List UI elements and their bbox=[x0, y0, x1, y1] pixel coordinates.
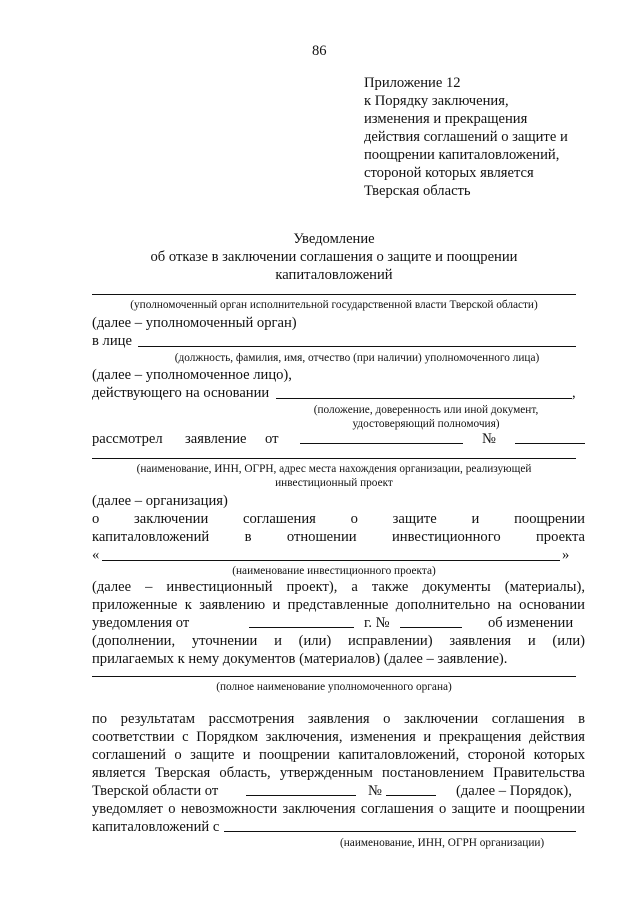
paragraph-line: соглашений о защите и поощрении капиталовложений, стороной которых bbox=[92, 747, 585, 763]
authority-caption: (уполномоченный орган исполнительной государственной власти Тверской области) bbox=[130, 299, 538, 311]
appendix-line: стороной которых является bbox=[364, 165, 534, 181]
appendix-line: к Порядку заключения, bbox=[364, 93, 509, 109]
project-fill-line bbox=[102, 560, 560, 561]
paragraph-line: по результатам рассмотрения заявления о заключении соглашения в bbox=[92, 711, 585, 727]
number-sign: № bbox=[482, 431, 496, 447]
application-number-line bbox=[515, 443, 585, 444]
word: капиталовложений bbox=[92, 529, 210, 545]
organization-caption: инвестиционный проект bbox=[275, 477, 393, 489]
notice-number-label: г. № bbox=[364, 615, 390, 631]
application-word: заявление bbox=[185, 431, 247, 447]
resolution-number-line bbox=[386, 795, 436, 796]
basis-fill-line bbox=[276, 398, 572, 399]
document-subtitle: об отказе в заключении соглашения о защите и поощрении bbox=[150, 249, 518, 265]
page-number: 86 bbox=[312, 43, 327, 59]
organization-short-fill-line bbox=[224, 831, 576, 832]
investments-with-label: капиталовложений с bbox=[92, 819, 220, 835]
notice-date-line bbox=[249, 627, 354, 628]
resolution-date-line bbox=[246, 795, 356, 796]
document-subtitle: капиталовложений bbox=[275, 267, 393, 283]
paragraph-line: (далее – инвестиционный проект), а также документы (материалы), bbox=[92, 579, 585, 595]
application-date-line bbox=[300, 443, 463, 444]
word: в bbox=[244, 529, 252, 545]
region-from-label: Тверской области от bbox=[92, 783, 219, 799]
paragraph-line: (дополнении, уточнении и (или) исправлении) заявления и (или) bbox=[92, 633, 585, 649]
from-word: от bbox=[265, 431, 279, 447]
appendix-line: поощрении капиталовложений, bbox=[364, 147, 560, 163]
resolution-number-label: № bbox=[368, 783, 382, 799]
notice-from-label: уведомления от bbox=[92, 615, 190, 631]
basis-caption: (положение, доверенность или иной документ, bbox=[313, 404, 539, 416]
authority-full-fill-line bbox=[92, 676, 576, 677]
further-order-text: (далее – Порядок), bbox=[456, 783, 572, 799]
document-title: Уведомление bbox=[293, 231, 375, 247]
word: о bbox=[350, 511, 358, 527]
paragraph-line: является Тверская область, утвержденным постановлением Правительства bbox=[92, 765, 585, 781]
organization-caption: (наименование, ИНН, ОГРН, адрес места нахождения организации, реализующей bbox=[136, 463, 532, 475]
in-person-label: в лице bbox=[92, 333, 132, 349]
project-caption: (наименование инвестиционного проекта) bbox=[232, 565, 436, 577]
appendix-line: Приложение 12 bbox=[364, 75, 461, 91]
further-authority-text: (далее – уполномоченный орган) bbox=[92, 315, 297, 331]
reviewed-word: рассмотрел bbox=[92, 431, 163, 447]
word: поощрении bbox=[514, 511, 585, 527]
further-person-text: (далее – уполномоченное лицо), bbox=[92, 367, 292, 383]
organization-short-caption: (наименование, ИНН, ОГРН организации) bbox=[340, 837, 545, 849]
authority-full-caption: (полное наименование уполномоченного органа) bbox=[216, 681, 452, 693]
authority-fill-line bbox=[92, 294, 576, 295]
word: проекта bbox=[536, 529, 585, 545]
paragraph-line: приложенные к заявлению и представленные дополнительно на основании bbox=[92, 597, 585, 613]
basis-comma: , bbox=[572, 385, 576, 401]
word: соглашения bbox=[243, 511, 316, 527]
person-caption: (должность, фамилия, имя, отчество (при наличии) уполномоченного лица) bbox=[174, 352, 540, 364]
notice-number-line bbox=[400, 627, 462, 628]
paragraph-line: прилагаемых к нему документов (материалов) (далее – заявление). bbox=[92, 651, 508, 667]
organization-fill-line bbox=[92, 458, 576, 459]
acting-basis-label: действующего на основании bbox=[92, 385, 270, 401]
basis-caption: удостоверяющий полномочия) bbox=[352, 418, 500, 430]
further-organization-text: (далее – организация) bbox=[92, 493, 228, 509]
word: защите bbox=[392, 511, 437, 527]
appendix-line: Тверская область bbox=[364, 183, 471, 199]
word: и bbox=[471, 511, 480, 527]
word: заключении bbox=[134, 511, 209, 527]
paragraph-line: уведомляет о невозможности заключения соглашения о защите и поощрении bbox=[92, 801, 585, 817]
about-change-text: об изменении bbox=[488, 615, 574, 631]
appendix-line: действия соглашений о защите и bbox=[364, 129, 568, 145]
word: инвестиционного bbox=[391, 529, 501, 545]
paragraph-line: соответствии с Порядком заключения, изменения и прекращения действия bbox=[92, 729, 585, 745]
about-conclusion-line bbox=[92, 510, 585, 528]
person-fill-line bbox=[138, 346, 576, 347]
appendix-line: изменения и прекращения bbox=[364, 111, 528, 127]
relation-line bbox=[92, 528, 585, 546]
quote-open: « bbox=[92, 547, 100, 563]
quote-close: » bbox=[562, 547, 570, 563]
word: отношении bbox=[286, 529, 357, 545]
word: о bbox=[92, 511, 100, 527]
